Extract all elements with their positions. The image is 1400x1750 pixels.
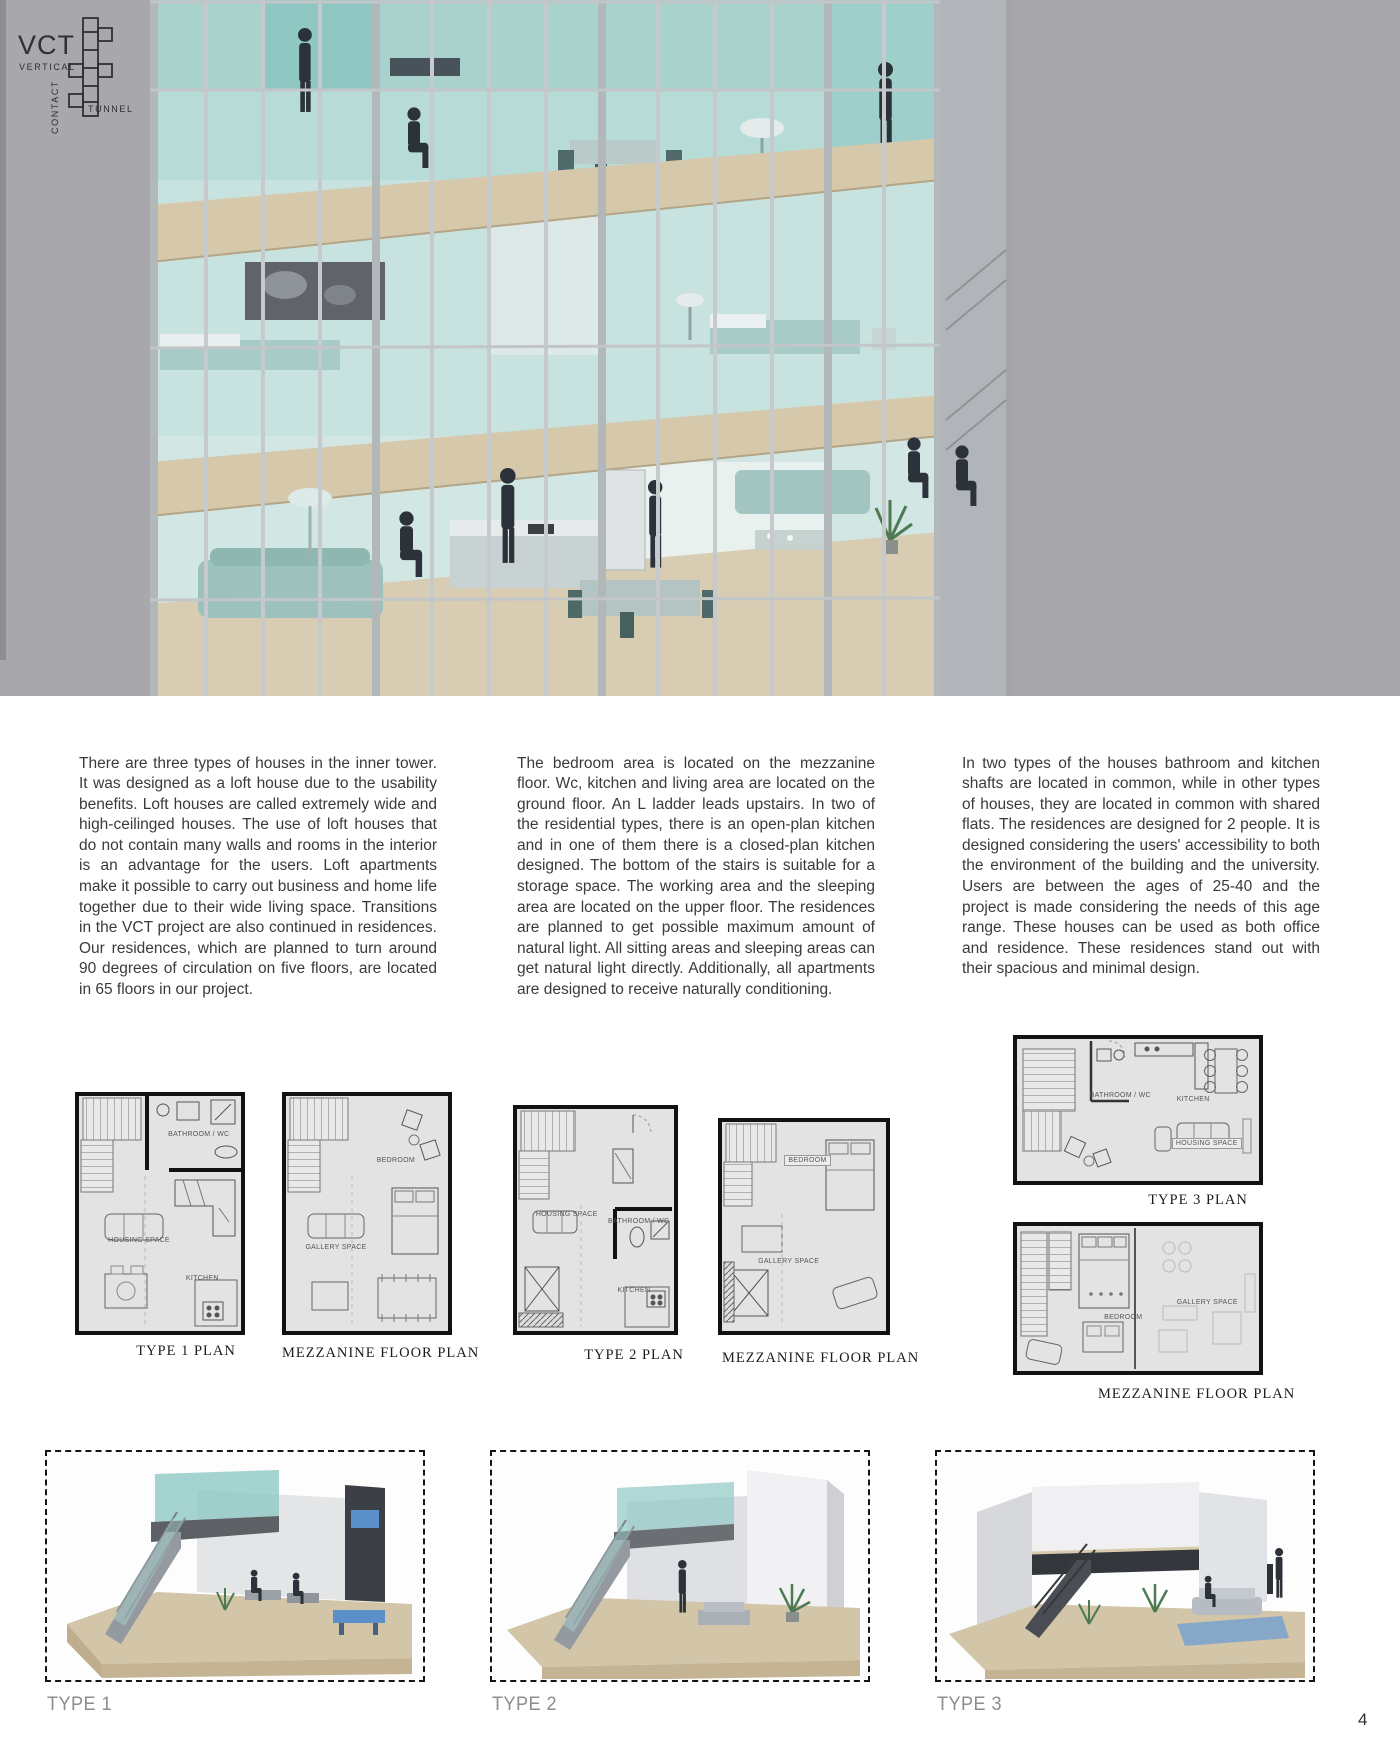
logo-word-contact: CONTACT bbox=[50, 79, 60, 134]
section-render-type2 bbox=[490, 1450, 870, 1682]
plan-type1 bbox=[75, 1092, 245, 1335]
plan-type2-mezzanine bbox=[718, 1118, 890, 1335]
section-label-type2: TYPE 2 bbox=[492, 1694, 558, 1715]
room-label-kitchen: KITCHEN bbox=[185, 1274, 219, 1282]
plan-type3-mezzanine bbox=[1013, 1222, 1263, 1375]
page-edge-shadow bbox=[0, 0, 6, 660]
plan-type3 bbox=[1013, 1035, 1263, 1185]
room-label-bedroom: BEDROOM bbox=[376, 1157, 415, 1165]
plan-type2-mezzanine-drawing bbox=[722, 1122, 886, 1331]
room-label-bathroom: BATHROOM / WC bbox=[1089, 1091, 1151, 1099]
intro-paragraph-3: In two types of the houses bathroom and kitchen shafts are located in common, while in other types of houses, they are located in common with shared flats. The residences are designed for 2 people. It is designed considering the users' accessibility to both the environment of the building and the university. Users are between the ages of 25-40 and the project is made considering the needs of this age range. These houses can be used as both office and residence. These residences stand out with their spacious and minimal design. bbox=[962, 754, 1320, 978]
plan-type1-mezzanine-drawing bbox=[286, 1096, 448, 1331]
intro-paragraph-2: The bedroom area is located on the mezzanine floor. Wc, kitchen and living area are located on the ground floor. An L ladder leads upstairs. In two of the residential types, there is an open-plan kitchen and in one of them there is a closed-plan kitchen designed. The bottom of the stairs is suitable for a storage space. The working area and the sleeping area are located on the upper floor. The residences are planned to get possible maximum amount of natural light. All sitting areas and sleeping areas can get natural light directly. Additionally, all apartments are designed to receive naturally conditioning. bbox=[517, 754, 875, 999]
tower-interior-render bbox=[150, 0, 1100, 696]
room-label-gallery: GALLERY SPACE bbox=[758, 1257, 820, 1265]
plan-caption-type2: TYPE 2 PLAN bbox=[584, 1347, 684, 1363]
plan-type1-mezzanine bbox=[282, 1092, 452, 1335]
logo-acronym: VCT bbox=[18, 30, 75, 60]
room-label-gallery: GALLERY SPACE bbox=[1176, 1298, 1238, 1306]
section-render-type3 bbox=[935, 1450, 1315, 1682]
room-label-bathroom: BATHROOM / WC bbox=[168, 1131, 230, 1139]
section-label-type3: TYPE 3 bbox=[937, 1694, 1003, 1715]
room-label-housing: HOUSING SPACE bbox=[1172, 1138, 1242, 1149]
section-render-type3-drawing bbox=[937, 1452, 1312, 1679]
plan-caption-type3: TYPE 3 PLAN bbox=[1148, 1192, 1248, 1208]
room-label-kitchen: KITCHEN bbox=[617, 1286, 651, 1294]
room-label-kitchen: KITCHEN bbox=[1176, 1095, 1210, 1103]
room-label-housing: HOUSING SPACE bbox=[108, 1237, 170, 1244]
plan-caption-mezz2: MEZZANINE FLOOR PLAN bbox=[722, 1350, 920, 1366]
plan-type3-drawing bbox=[1017, 1039, 1259, 1181]
page-number: 4 bbox=[1358, 1710, 1368, 1729]
logo-word-vertical: VERTICAL bbox=[19, 62, 76, 72]
vct-logo bbox=[14, 16, 134, 134]
room-label-bedroom: BEDROOM bbox=[784, 1155, 830, 1166]
room-label-bathroom: BATHROOM / WC bbox=[608, 1217, 670, 1225]
section-render-type1-drawing bbox=[47, 1452, 422, 1679]
plan-caption-mezz1: MEZZANINE FLOOR PLAN bbox=[282, 1345, 480, 1361]
header-render-section bbox=[0, 0, 1400, 696]
room-label-gallery: GALLERY SPACE bbox=[305, 1244, 367, 1252]
plan-type2 bbox=[513, 1105, 678, 1335]
logo-word-tunnel: TUNNEL bbox=[88, 104, 134, 114]
intro-paragraph-1: There are three types of houses in the inner tower. It was designed as a loft house due to the usability benefits. Loft houses are called extremely wide and high-ceilinged houses. The use of loft houses that do not contain many walls and rooms in the interior is an advantage for the users. Loft apartments make it possible to carry out business and home life together due to their wide living space. Transitions in the VCT project are also continued in residences. Our residences, which are planned to turn around 90 degrees of circulation on five floors, are located in 65 floors in our project. bbox=[79, 754, 437, 999]
section-render-type1 bbox=[45, 1450, 425, 1682]
section-render-type2-drawing bbox=[492, 1452, 867, 1679]
room-label-housing: HOUSING SPACE bbox=[535, 1211, 598, 1219]
section-label-type1: TYPE 1 bbox=[47, 1694, 113, 1715]
plan-caption-type1: TYPE 1 PLAN bbox=[136, 1343, 236, 1359]
room-label-bedroom: BEDROOM bbox=[1104, 1314, 1143, 1322]
plan-caption-mezz3: MEZZANINE FLOOR PLAN bbox=[1098, 1386, 1296, 1402]
